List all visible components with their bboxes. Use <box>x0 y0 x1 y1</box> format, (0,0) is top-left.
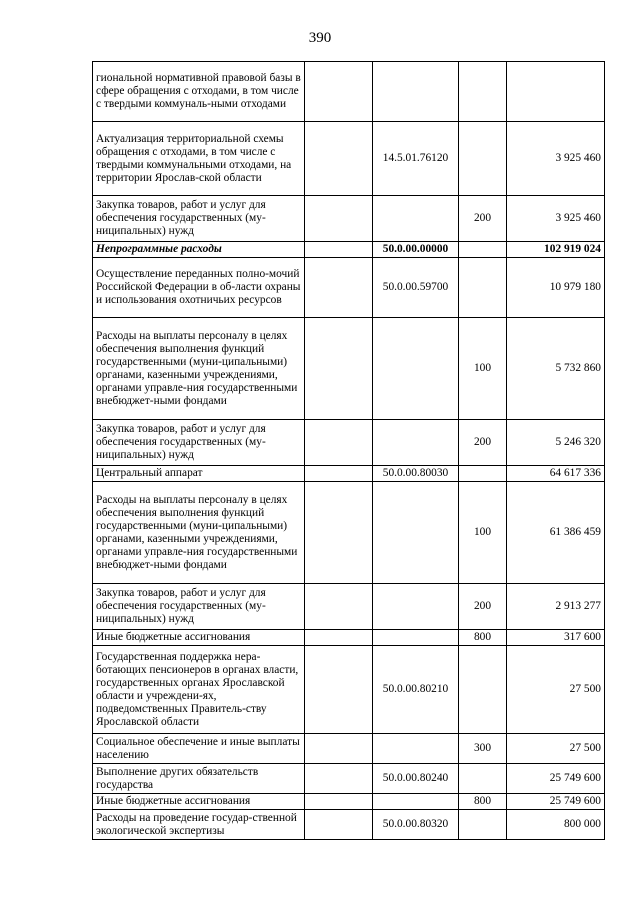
target-article-code-cell <box>373 630 459 646</box>
amount-cell: 3 925 460 <box>507 196 605 242</box>
table-row <box>93 764 605 794</box>
amount-cell: 27 500 <box>507 734 605 764</box>
table-row <box>93 734 605 764</box>
table-row <box>93 258 605 318</box>
table-row <box>93 62 605 122</box>
amount-cell: 64 617 336 <box>507 466 605 482</box>
table-row <box>93 242 605 258</box>
page-number: 390 <box>308 30 332 46</box>
empty-cell <box>305 466 373 482</box>
target-article-code-cell <box>373 482 459 584</box>
empty-cell <box>305 794 373 810</box>
budget-table <box>92 61 605 840</box>
empty-cell <box>305 630 373 646</box>
expense-type-code-cell: 200 <box>459 196 507 242</box>
empty-cell <box>305 420 373 466</box>
target-article-code-cell <box>373 584 459 630</box>
target-article-code-cell <box>373 420 459 466</box>
expense-type-code-cell <box>459 122 507 196</box>
expense-type-code-cell: 100 <box>459 318 507 420</box>
amount-cell: 61 386 459 <box>507 482 605 584</box>
table-row <box>93 482 605 584</box>
expense-type-code-cell: 200 <box>459 420 507 466</box>
empty-cell <box>305 242 373 258</box>
expense-type-code-cell <box>459 764 507 794</box>
target-article-code-cell: 50.0.00.80210 <box>373 646 459 734</box>
expense-type-code-cell <box>459 242 507 258</box>
expense-name-cell: Актуализация территориальной схемы обращения с отходами, в том числе с твердыми коммунальными отходами, на территории Ярослав-ской области <box>93 122 305 196</box>
expense-name-cell: Социальное обеспечение и иные выплаты населению <box>93 734 305 764</box>
expense-name-cell: Непрограммные расходы <box>93 242 305 258</box>
target-article-code-cell: 50.0.00.80030 <box>373 466 459 482</box>
expense-name-cell: Выполнение других обязательств государства <box>93 764 305 794</box>
expense-name-cell: Закупка товаров, работ и услуг для обеспечения государственных (му-ниципальных) нужд <box>93 584 305 630</box>
amount-cell <box>507 62 605 122</box>
expense-type-code-cell: 800 <box>459 794 507 810</box>
expense-type-code-cell: 200 <box>459 584 507 630</box>
table-row <box>93 794 605 810</box>
budget-table-body <box>93 62 605 840</box>
empty-cell <box>305 482 373 584</box>
expense-name-cell: Осуществление переданных полно-мочий Российской Федерации в об-ласти охраны и использования охотничьих ресурсов <box>93 258 305 318</box>
target-article-code-cell: 50.0.00.59700 <box>373 258 459 318</box>
amount-cell: 5 246 320 <box>507 420 605 466</box>
empty-cell <box>305 62 373 122</box>
expense-type-code-cell <box>459 466 507 482</box>
empty-cell <box>305 318 373 420</box>
expense-name-cell: Расходы на выплаты персоналу в целях обеспечения выполнения функций государственными (муни-ципальными) органами, казенными учреждениями, органами управле-ния государственными внебюджет-ными фондами <box>93 482 305 584</box>
amount-cell: 3 925 460 <box>507 122 605 196</box>
expense-type-code-cell <box>459 258 507 318</box>
target-article-code-cell <box>373 318 459 420</box>
target-article-code-cell: 50.0.00.00000 <box>373 242 459 258</box>
expense-name-cell: Закупка товаров, работ и услуг для обеспечения государственных (му-ниципальных) нужд <box>93 420 305 466</box>
expense-type-code-cell <box>459 810 507 840</box>
expense-type-code-cell: 300 <box>459 734 507 764</box>
amount-cell: 25 749 600 <box>507 764 605 794</box>
amount-cell: 25 749 600 <box>507 794 605 810</box>
table-row <box>93 646 605 734</box>
target-article-code-cell <box>373 794 459 810</box>
table-row <box>93 466 605 482</box>
table-row <box>93 196 605 242</box>
expense-type-code-cell: 800 <box>459 630 507 646</box>
empty-cell <box>305 764 373 794</box>
target-article-code-cell: 50.0.00.80320 <box>373 810 459 840</box>
target-article-code-cell <box>373 196 459 242</box>
amount-cell: 317 600 <box>507 630 605 646</box>
expense-name-cell: Иные бюджетные ассигнования <box>93 630 305 646</box>
table-row <box>93 810 605 840</box>
expense-type-code-cell: 100 <box>459 482 507 584</box>
empty-cell <box>305 584 373 630</box>
expense-name-cell: Центральный аппарат <box>93 466 305 482</box>
table-row <box>93 584 605 630</box>
amount-cell: 102 919 024 <box>507 242 605 258</box>
amount-cell: 5 732 860 <box>507 318 605 420</box>
empty-cell <box>305 258 373 318</box>
target-article-code-cell <box>373 734 459 764</box>
expense-type-code-cell <box>459 646 507 734</box>
amount-cell: 2 913 277 <box>507 584 605 630</box>
expense-name-cell: Государственная поддержка нера-ботающих пенсионеров в органах власти, государственных органах Ярославской области и учреждени-ях, подведомственных Правитель-ству Ярославской области <box>93 646 305 734</box>
amount-cell: 800 000 <box>507 810 605 840</box>
expense-name-cell: Иные бюджетные ассигнования <box>93 794 305 810</box>
expense-name-cell: Расходы на проведение государ-ственной экологической экспертизы <box>93 810 305 840</box>
target-article-code-cell: 50.0.00.80240 <box>373 764 459 794</box>
empty-cell <box>305 196 373 242</box>
amount-cell: 27 500 <box>507 646 605 734</box>
empty-cell <box>305 734 373 764</box>
target-article-code-cell <box>373 62 459 122</box>
table-row <box>93 318 605 420</box>
expense-name-cell: Расходы на выплаты персоналу в целях обеспечения выполнения функций государственными (муни-ципальными) органами, казенными учреждениями, органами управле-ния государственными внебюджет-ными фондами <box>93 318 305 420</box>
table-row <box>93 420 605 466</box>
expense-name-cell: гиональной нормативной правовой базы в сфере обращения с отходами, в том числе с твердыми коммуналь-ными отходами <box>93 62 305 122</box>
empty-cell <box>305 122 373 196</box>
expense-type-code-cell <box>459 62 507 122</box>
empty-cell <box>305 810 373 840</box>
expense-name-cell: Закупка товаров, работ и услуг для обеспечения государственных (му-ниципальных) нужд <box>93 196 305 242</box>
empty-cell <box>305 646 373 734</box>
amount-cell: 10 979 180 <box>507 258 605 318</box>
target-article-code-cell: 14.5.01.76120 <box>373 122 459 196</box>
table-row <box>93 122 605 196</box>
table-row <box>93 630 605 646</box>
